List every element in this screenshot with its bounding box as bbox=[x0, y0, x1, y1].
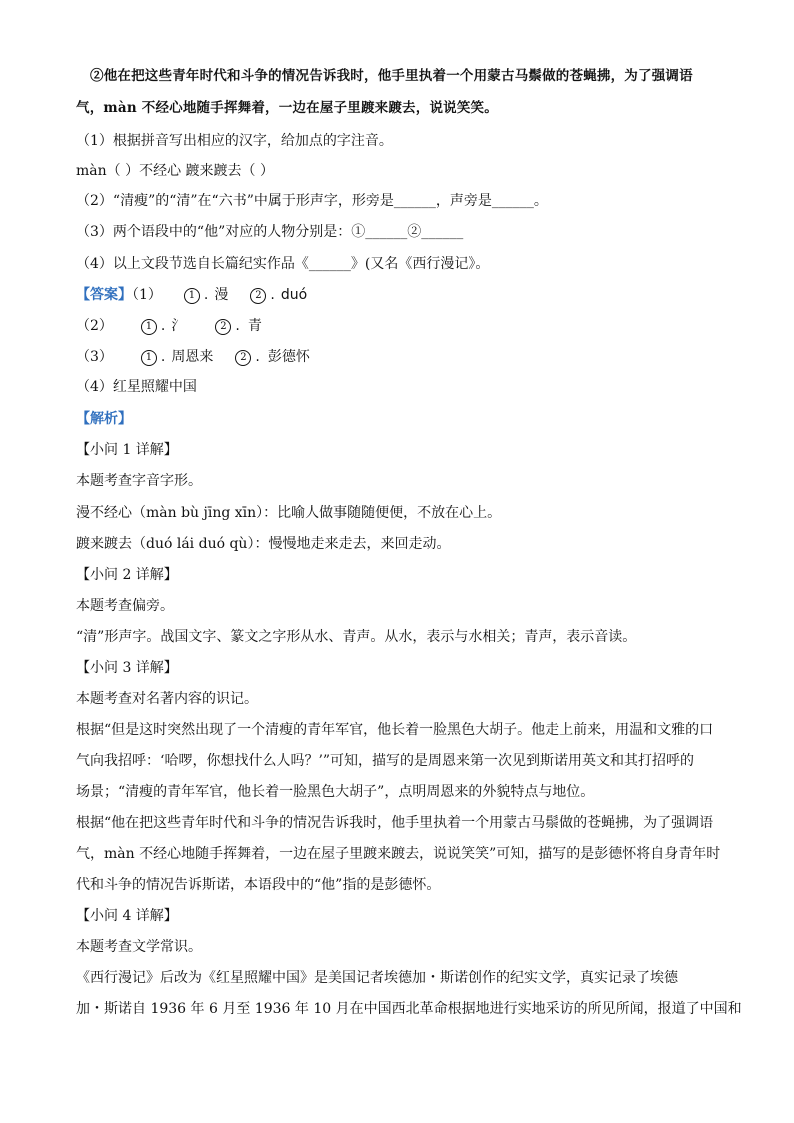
section-4-heading: 【小问 4 详解】 bbox=[76, 908, 178, 924]
section-3-line-2: 根据“但是这时突然出现了一个清瘦的青年军官，他长着一脸黑色大胡子。他走上前来，用温和文雅的口 bbox=[76, 722, 714, 738]
section-4-line-2: 《西行漫记》后改为《红星照耀中国》是美国记者埃德加・斯诺创作的纪实文学，真实记录了埃德 bbox=[76, 970, 678, 986]
question-1-items: màn（ ）不经心 踱来踱去（ ） bbox=[76, 163, 274, 179]
section-1-line-2: 漫不经心（màn bù jīng xīn）：比喻人做事随随便便，不放在心上。 bbox=[76, 505, 502, 521]
question-3: （3）两个语段中的“他”对应的人物分别是：①______②______ bbox=[76, 224, 464, 240]
answer-2-part-1: 氵 bbox=[171, 318, 186, 334]
circle-number-2: 2 bbox=[215, 319, 231, 335]
passage-line-2: 气，màn 不经心地随手挥舞着，一边在屋子里踱来踱去，说说笑笑。 bbox=[76, 100, 498, 116]
answer-3-prefix: （3） bbox=[76, 349, 113, 365]
answer-2-prefix: （2） bbox=[76, 318, 113, 334]
answer-1-prefix: （1） bbox=[132, 287, 162, 303]
circle-number-2: 2 bbox=[235, 350, 251, 366]
section-1-line-1: 本题考查字音字形。 bbox=[76, 473, 202, 489]
circle-number-1: 1 bbox=[184, 288, 200, 304]
section-3-line-5: 根据“他在把这些青年时代和斗争的情况告诉我时，他手里执着一个用蒙古马鬃做的苍蝇拂，为了强调语 bbox=[76, 815, 714, 831]
circle-number-2: 2 bbox=[250, 288, 266, 304]
section-3-line-3: 气向我招呼：‘哈啰，你想找什么人吗？’”可知，描写的是周恩来第一次见到斯诺用英文和其打招呼的 bbox=[76, 753, 695, 769]
analysis-label: 【解析】 bbox=[76, 411, 132, 427]
section-4-line-3: 加・斯诺自 1936 年 6 月至 1936 年 10 月在中国西北革命根据地进行实地采访的所见所闻，报道了中国和 bbox=[76, 1001, 742, 1017]
answer-line-2: （2） 1 . 氵 2 . 青 bbox=[76, 318, 262, 334]
section-2-heading: 【小问 2 详解】 bbox=[76, 567, 178, 583]
section-1-line-3: 踱来踱去（duó lái duó qù）：慢慢地走来走去，来回走动。 bbox=[76, 536, 451, 552]
question-2: （2）“清瘦”的“清”在“六书”中属于形声字，形旁是______，声旁是______。 bbox=[76, 193, 548, 209]
question-1: （1）根据拼音写出相应的汉字，给加点的字注音。 bbox=[76, 133, 393, 149]
answer-3-part-1: 周恩来 bbox=[171, 349, 214, 365]
answer-line-3: （3） 1 . 周恩来 2 . 彭德怀 bbox=[76, 349, 310, 365]
section-4-line-1: 本题考查文学常识。 bbox=[76, 939, 202, 955]
answer-1-part-2: duó bbox=[280, 287, 308, 303]
question-4: （4）以上文段节选自长篇纪实作品《______》(又名《西行漫记》。 bbox=[76, 256, 490, 272]
section-3-line-6: 气，màn 不经心地随手挥舞着，一边在屋子里踱来踱去，说说笑笑”可知，描写的是彭德怀将自身青年时 bbox=[76, 846, 721, 862]
section-3-heading: 【小问 3 详解】 bbox=[76, 660, 178, 676]
section-3-line-7: 代和斗争的情况告诉斯诺，本语段中的“他”指的是彭德怀。 bbox=[76, 877, 441, 893]
answer-2-part-2: 青 bbox=[247, 318, 262, 334]
answer-line-4: （4）红星照耀中国 bbox=[76, 379, 197, 395]
answer-line-1: 【答案】（1） 1 . 漫 2 . duó bbox=[76, 287, 308, 303]
answer-3-part-2: 彭德怀 bbox=[267, 349, 310, 365]
circle-number-1: 1 bbox=[141, 350, 157, 366]
answer-1-part-1: 漫 bbox=[214, 287, 229, 303]
section-2-line-1: 本题考查偏旁。 bbox=[76, 598, 174, 614]
section-3-line-1: 本题考查对名著内容的识记。 bbox=[76, 691, 258, 707]
section-2-line-2: “清”形声字。战国文字、篆文之字形从水、青声。从水，表示与水相关；青声，表示音读。 bbox=[76, 629, 637, 645]
passage-line-1: ②他在把这些青年时代和斗争的情况告诉我时，他手里执着一个用蒙古马鬃做的苍蝇拂，为了强调语 bbox=[90, 68, 693, 84]
circle-number-1: 1 bbox=[141, 319, 157, 335]
section-1-heading: 【小问 1 详解】 bbox=[76, 442, 178, 458]
answer-label: 【答案】 bbox=[76, 287, 132, 303]
section-3-line-4: 场景；“清瘦的青年军官，他长着一脸黑色大胡子”，点明周恩来的外貌特点与地位。 bbox=[76, 784, 595, 800]
